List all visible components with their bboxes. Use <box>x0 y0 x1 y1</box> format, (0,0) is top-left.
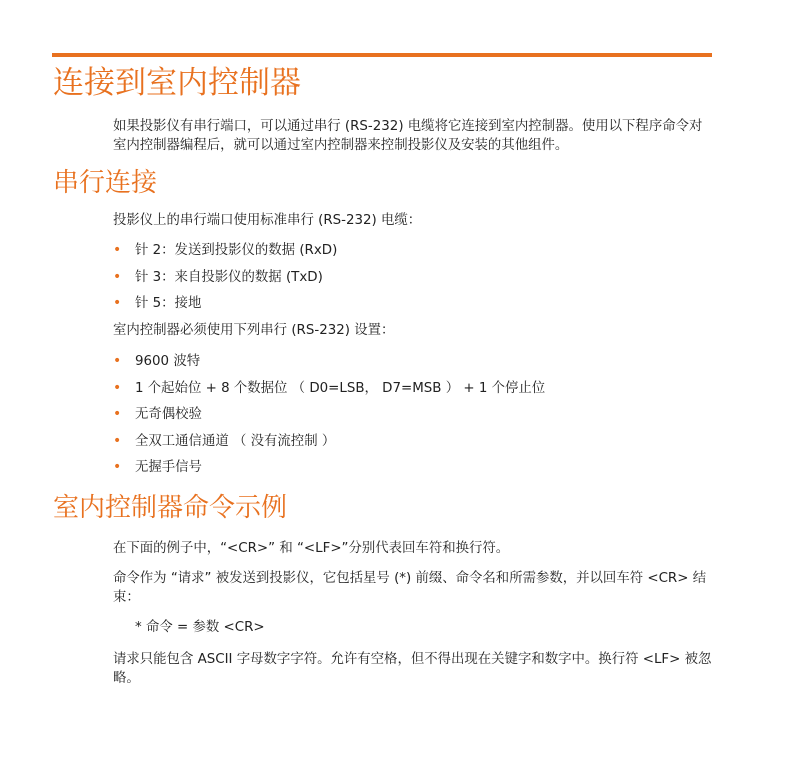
command-syntax: * 命令 = 参数 <CR> <box>135 620 265 635</box>
commands-paragraph-2: 命令作为 “请求” 被发送到投影仪，它包括星号 (*) 前缀、命令名和所需参数，并以回车符 <CR> 结束： <box>113 571 707 605</box>
bullet-icon: • <box>113 432 122 449</box>
section-heading-serial: 串行连接 <box>53 168 158 198</box>
bullet-icon: • <box>113 295 122 312</box>
list-item-text: 9600 波特 <box>135 354 201 369</box>
bullet-icon: • <box>113 379 122 396</box>
bullet-icon: • <box>113 353 122 369</box>
bullet-icon: • <box>113 268 122 285</box>
commands-paragraph-1: 在下面的例子中，“<CR>” 和 “<LF>”分别代表回车符和换行符。 <box>113 541 510 556</box>
list-item <box>113 241 713 268</box>
header-rule <box>52 53 712 57</box>
list-item <box>113 458 713 485</box>
settings-list <box>113 352 713 485</box>
intro-paragraph: 如果投影仪有串行端口，可以通过串行 (RS-232) 电缆将它连接到室内控制器。使用以下程序命令对室内控制器编程后，就可以通过室内控制器来控制投影仪及安装的其他组件。 <box>113 119 703 153</box>
section-heading-commands: 室内控制器命令示例 <box>53 493 288 523</box>
list-item-text: 无奇偶校验 <box>135 407 202 423</box>
list-item <box>113 352 713 379</box>
list-item-text: 针 2：发送到投影仪的数据 (RxD) <box>135 243 338 258</box>
list-item-text: 针 5：接地 <box>135 296 202 312</box>
list-item <box>113 268 713 295</box>
serial-settings-text: 室内控制器必须使用下列串行 (RS-232) 设置： <box>113 323 395 338</box>
serial-cable-text: 投影仪上的串行端口使用标准串行 (RS-232) 电缆： <box>113 213 422 228</box>
list-item-text: 无握手信号 <box>135 460 202 476</box>
list-item <box>113 432 713 459</box>
bullet-icon: • <box>113 242 122 258</box>
bullet-icon: • <box>113 459 122 476</box>
bullet-icon: • <box>113 406 122 423</box>
pin-list <box>113 241 713 321</box>
commands-paragraph-3: 请求只能包含 ASCII 字母数字字符。允许有空格，但不得出现在关键字和数字中。换行符 <LF> 被忽略。 <box>113 652 712 686</box>
page-title: 连接到室内控制器 <box>53 65 301 101</box>
list-item <box>113 379 713 406</box>
list-item <box>113 294 713 321</box>
list-item-text: 全双工通信通道 （ 没有流控制 ） <box>135 433 336 449</box>
list-item-text: 针 3：来自投影仪的数据 (TxD) <box>135 269 323 285</box>
list-item <box>113 405 713 432</box>
list-item-text: 1 个起始位 + 8 个数据位 （ D0=LSB， D7=MSB ） + 1 个停止位 <box>135 380 546 396</box>
